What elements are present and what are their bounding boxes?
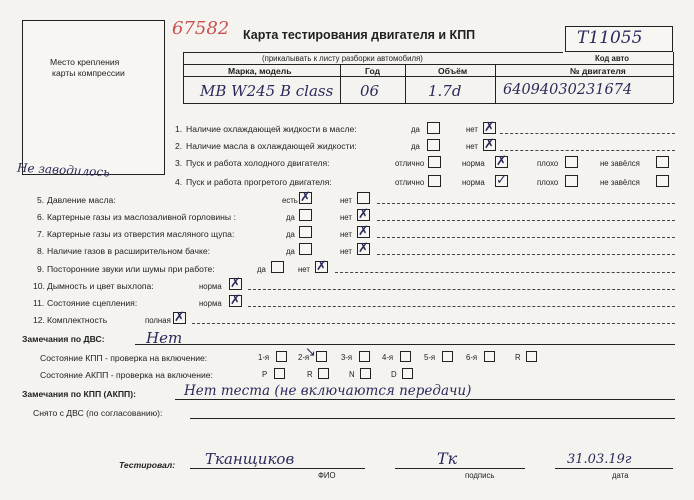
item-10-num: 10. — [33, 281, 45, 291]
item-5-check-mark: ✗ — [300, 190, 311, 205]
item-8-opt-yes: да — [286, 247, 295, 256]
kpp-gear-6-checkbox[interactable] — [484, 351, 495, 362]
auto-code-label: Код авто — [595, 54, 630, 63]
item-6-opt-no: нет — [340, 213, 352, 222]
item-8-num: 8. — [37, 246, 45, 256]
item-5-opt-no: нет — [340, 196, 352, 205]
kpp-gear-1-checkbox[interactable] — [276, 351, 287, 362]
item-2-check-mark: ✗ — [484, 137, 495, 152]
item-6-num: 6. — [37, 212, 45, 222]
kpp-gear-3: 3-я — [341, 353, 353, 362]
item-1-opt-yes: да — [411, 125, 420, 134]
item-4-checkbox-nostart[interactable] — [656, 175, 669, 187]
model-value: MB W245 B class — [200, 82, 334, 100]
card-title: Карта тестирования двигателя и КПП — [243, 28, 476, 42]
akpp-gear-r-checkbox[interactable] — [318, 368, 329, 379]
item-11-num: 11. — [33, 298, 45, 308]
item-7-label: Картерные газы из отверстия масляного щупа: — [47, 229, 235, 239]
tester-name: Тканщиков — [205, 450, 295, 468]
item-5-label: Давление масла: — [47, 195, 116, 205]
item-6-checkbox-yes[interactable] — [299, 209, 312, 221]
akpp-gear-p-checkbox[interactable] — [274, 368, 285, 379]
item-4-checkbox-bad[interactable] — [565, 175, 578, 187]
card-subtitle: (прикалывать к листу разборки автомобиля) — [262, 54, 423, 63]
item-4-opt-normal: норма — [462, 178, 485, 187]
item-3-checkbox-bad[interactable] — [565, 156, 578, 168]
item-8-label: Наличие газов в расширительном бачке: — [47, 246, 210, 256]
item-1-label: Наличие охлаждающей жидкости в масле: — [186, 124, 357, 134]
volume-value: 1.7d — [428, 82, 462, 100]
item-1-checkbox-yes[interactable] — [427, 122, 440, 134]
item-3-checkbox-nostart[interactable] — [656, 156, 669, 168]
kpp-gear-1: 1-я — [258, 353, 270, 362]
item-1-num: 1. — [175, 124, 183, 134]
kpp-gear-2-checkbox[interactable] — [316, 351, 327, 362]
photo-box-label-2: карты компрессии — [52, 68, 125, 78]
item-3-checkbox-excellent[interactable] — [428, 156, 441, 168]
akpp-gear-n: N — [349, 370, 355, 379]
item-2-label: Наличие масла в охлаждающей жидкости: — [186, 141, 357, 151]
item-9-check-mark: ✗ — [316, 259, 327, 274]
akpp-gear-r: R — [307, 370, 313, 379]
item-4-label: Пуск и работа прогретого двигателя: — [186, 177, 332, 187]
akpp-gear-d: D — [391, 370, 397, 379]
item-6-check-mark: ✗ — [358, 207, 369, 222]
kpp-gear-4: 4-я — [382, 353, 394, 362]
fio-label: ФИО — [318, 471, 336, 480]
akpp-gear-p: P — [262, 370, 268, 379]
item-9-checkbox-yes[interactable] — [271, 261, 284, 273]
remarks-kpp-label: Замечания по КПП (АКПП): — [22, 389, 136, 399]
col-header-engine-number: № двигателя — [570, 66, 626, 76]
item-11-label: Состояние сцепления: — [47, 298, 138, 308]
item-7-checkbox-yes[interactable] — [299, 226, 312, 238]
item-12-label: Комплектность — [47, 315, 108, 325]
item-7-opt-no: нет — [340, 230, 352, 239]
item-10-opt-normal: норма — [199, 282, 222, 291]
item-3-num: 3. — [175, 158, 183, 168]
item-4-opt-excellent: отлично — [395, 178, 425, 187]
tester-signature: Тк — [437, 449, 458, 468]
kpp-gear-6: 6-я — [466, 353, 478, 362]
item-10-label: Дымность и цвет выхлопа: — [47, 281, 154, 291]
engine-number-value: 64094030231674 — [503, 82, 633, 98]
photo-box-note: Не заводилось — [16, 160, 111, 180]
date-label: дата — [612, 471, 629, 480]
item-9-label: Посторонние звуки или шумы при работе: — [47, 264, 215, 274]
col-header-model: Марка, модель — [228, 66, 292, 76]
item-1-check-mark: ✗ — [484, 120, 495, 135]
photo-box-label-1: Место крепления — [50, 57, 120, 67]
item-5-num: 5. — [37, 195, 45, 205]
item-5-opt-yes: есть — [282, 196, 298, 205]
item-4-check-mark: ✓ — [496, 173, 507, 188]
item-6-label: Картерные газы из маслозаливной горловины : — [47, 212, 236, 222]
kpp-gear-5: 5-я — [424, 353, 436, 362]
item-4-opt-bad: плохо — [537, 178, 559, 187]
kpp-gear-3-checkbox[interactable] — [359, 351, 370, 362]
item-7-check-mark: ✗ — [358, 224, 369, 239]
item-8-check-mark: ✗ — [358, 241, 369, 256]
removed-label: Снято с ДВС (по согласованию): — [33, 408, 163, 418]
item-2-checkbox-yes[interactable] — [427, 139, 440, 151]
col-header-volume: Объём — [438, 66, 468, 76]
item-3-opt-nostart: не завёлся — [600, 159, 640, 168]
remarks-kpp-value: Нет теста (не включаются передачи) — [184, 383, 472, 399]
compression-card-area — [22, 20, 165, 175]
item-9-opt-no: нет — [298, 265, 310, 274]
akpp-check-label: Состояние АКПП - проверка на включение: — [40, 370, 213, 380]
item-7-opt-yes: да — [286, 230, 295, 239]
item-9-num: 9. — [37, 264, 45, 274]
item-3-label: Пуск и работа холодного двигателя: — [186, 158, 330, 168]
item-3-opt-bad: плохо — [537, 159, 559, 168]
item-7-num: 7. — [37, 229, 45, 239]
remarks-engine-value: Нет — [146, 329, 183, 347]
akpp-gear-n-checkbox[interactable] — [360, 368, 371, 379]
col-header-year: Год — [365, 66, 381, 76]
tested-label: Тестировал: — [119, 460, 176, 470]
item-10-check-mark: ✗ — [230, 276, 241, 291]
year-value: 06 — [360, 82, 380, 100]
item-3-opt-normal: норма — [462, 159, 485, 168]
item-4-checkbox-excellent[interactable] — [428, 175, 441, 187]
signature-label: подпись — [465, 471, 495, 480]
auto-code-value: T11055 — [577, 28, 643, 48]
kpp-gear-r: R — [515, 353, 521, 362]
kpp-gear-5-checkbox[interactable] — [442, 351, 453, 362]
remarks-engine-label: Замечания по ДВС: — [22, 334, 105, 344]
item-3-check-mark: ✗ — [496, 154, 507, 169]
item-9-opt-yes: да — [257, 265, 266, 274]
kpp-gear-4-checkbox[interactable] — [400, 351, 411, 362]
item-4-opt-nostart: не завёлся — [600, 178, 640, 187]
item-12-opt-full: полная — [145, 316, 171, 325]
item-2-opt-no: нет — [466, 142, 478, 151]
test-date: 31.03.19г — [567, 452, 632, 467]
item-5-checkbox-no[interactable] — [357, 192, 370, 204]
kpp-gear-r-checkbox[interactable] — [526, 351, 537, 362]
item-8-opt-no: нет — [340, 247, 352, 256]
item-8-checkbox-yes[interactable] — [299, 243, 312, 255]
item-3-opt-excellent: отлично — [395, 159, 425, 168]
item-6-opt-yes: да — [286, 213, 295, 222]
handwritten-number: 67582 — [172, 18, 230, 39]
kpp-gear-2: 2-я — [298, 353, 310, 362]
item-11-opt-normal: норма — [199, 299, 222, 308]
item-2-opt-yes: да — [411, 142, 420, 151]
akpp-gear-d-checkbox[interactable] — [402, 368, 413, 379]
item-12-num: 12. — [33, 315, 45, 325]
kpp-gear-2-mark: ↘ — [305, 345, 316, 360]
item-2-num: 2. — [175, 141, 183, 151]
item-11-check-mark: ✗ — [230, 293, 241, 308]
kpp-check-label: Состояние КПП - проверка на включение: — [40, 353, 208, 363]
item-1-opt-no: нет — [466, 125, 478, 134]
item-4-num: 4. — [175, 177, 183, 187]
item-12-check-mark: ✗ — [174, 310, 185, 325]
